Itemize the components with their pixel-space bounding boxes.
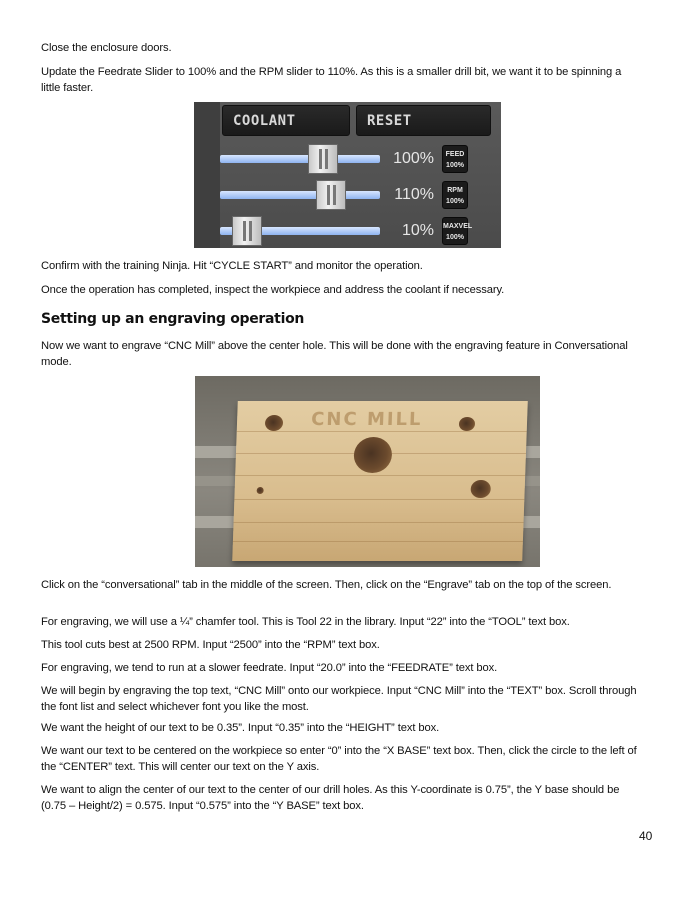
engraved-text: CNC MILL	[310, 409, 423, 430]
rpm-slider	[220, 180, 501, 210]
maxvel-percent: 10%	[401, 222, 434, 239]
paragraph-engrave-intro: Now we want to engrave “CNC Mill” above the center hole. This will be done with the engraving feature in Conversational mode.	[41, 340, 628, 368]
paragraph-inspect: Once the operation has completed, inspect the workpiece and address the coolant if necessary.	[41, 284, 505, 296]
paragraph-tool: For engraving, we will use a ¼” chamfer tool. This is Tool 22 in the library. Input “22” into the “TOOL” text box.	[41, 616, 570, 628]
drill-hole-top-right	[459, 417, 475, 431]
feed-slider	[220, 144, 501, 174]
maxvel-slider-thumb	[232, 216, 262, 246]
feed-percent: 100%	[393, 150, 434, 167]
paragraph-rpm: This tool cuts best at 2500 RPM. Input “2500” into the “RPM” text box.	[41, 639, 380, 651]
drill-hole-small	[257, 487, 264, 494]
paragraph-xbase: We want our text to be centered on the workpiece so enter “0” into the “X BASE” text box. Then, click the circle to the left of the “CENTER” text. This will center our text on the Y axis.	[41, 745, 637, 773]
workpiece-photo	[195, 376, 540, 567]
feed-tag: FEED 100%	[442, 145, 468, 173]
maxvel-tag: MAXVEL 100%	[442, 217, 468, 245]
center-hole	[353, 437, 392, 473]
wood-block	[232, 401, 528, 561]
paragraph-close-doors: Close the enclosure doors.	[41, 42, 172, 54]
paragraph-update-sliders: Update the Feedrate Slider to 100% and the RPM slider to 110%. As this is a smaller drill bit, we want it to be spinning a little faster.	[41, 66, 622, 94]
rpm-tag: RPM 100%	[442, 181, 468, 209]
rpm-slider-thumb	[316, 180, 346, 210]
paragraph-text: We will begin by engraving the top text, “CNC Mill” onto our workpiece. Input “CNC Mill” into the “TEXT” box. Scroll through the font list and select whichever font you like the most.	[41, 685, 637, 713]
paragraph-feedrate: For engraving, we tend to run at a slower feedrate. Input “20.0” into the “FEEDRATE” text box.	[41, 662, 498, 674]
page-number: 40	[639, 829, 653, 843]
coolant-button: COOLANT	[222, 105, 350, 136]
paragraph-confirm: Confirm with the training Ninja. Hit “CYCLE START” and monitor the operation.	[41, 260, 423, 272]
rpm-percent: 110%	[394, 186, 434, 203]
reset-button: RESET	[356, 105, 491, 136]
control-panel-photo	[194, 102, 501, 248]
feed-slider-thumb	[308, 144, 338, 174]
section-heading: Setting up an engraving operation	[41, 311, 305, 327]
paragraph-click-tab: Click on the “conversational” tab in the middle of the screen. Then, click on the “Engrave” tab on the top of the screen.	[41, 579, 612, 591]
drill-hole-bottom-right	[470, 480, 491, 498]
paragraph-ybase: We want to align the center of our text to the center of our drill holes. As this Y-coordinate is 0.75”, the Y base should be (0.75 – Height/2) = 0.575. Input “0.575” into the “Y BASE” text box.	[41, 784, 620, 812]
paragraph-height: We want the height of our text to be 0.35”. Input “0.35” into the “HEIGHT” text box.	[41, 722, 440, 734]
maxvel-slider	[220, 216, 501, 246]
drill-hole-top-left	[265, 415, 284, 431]
